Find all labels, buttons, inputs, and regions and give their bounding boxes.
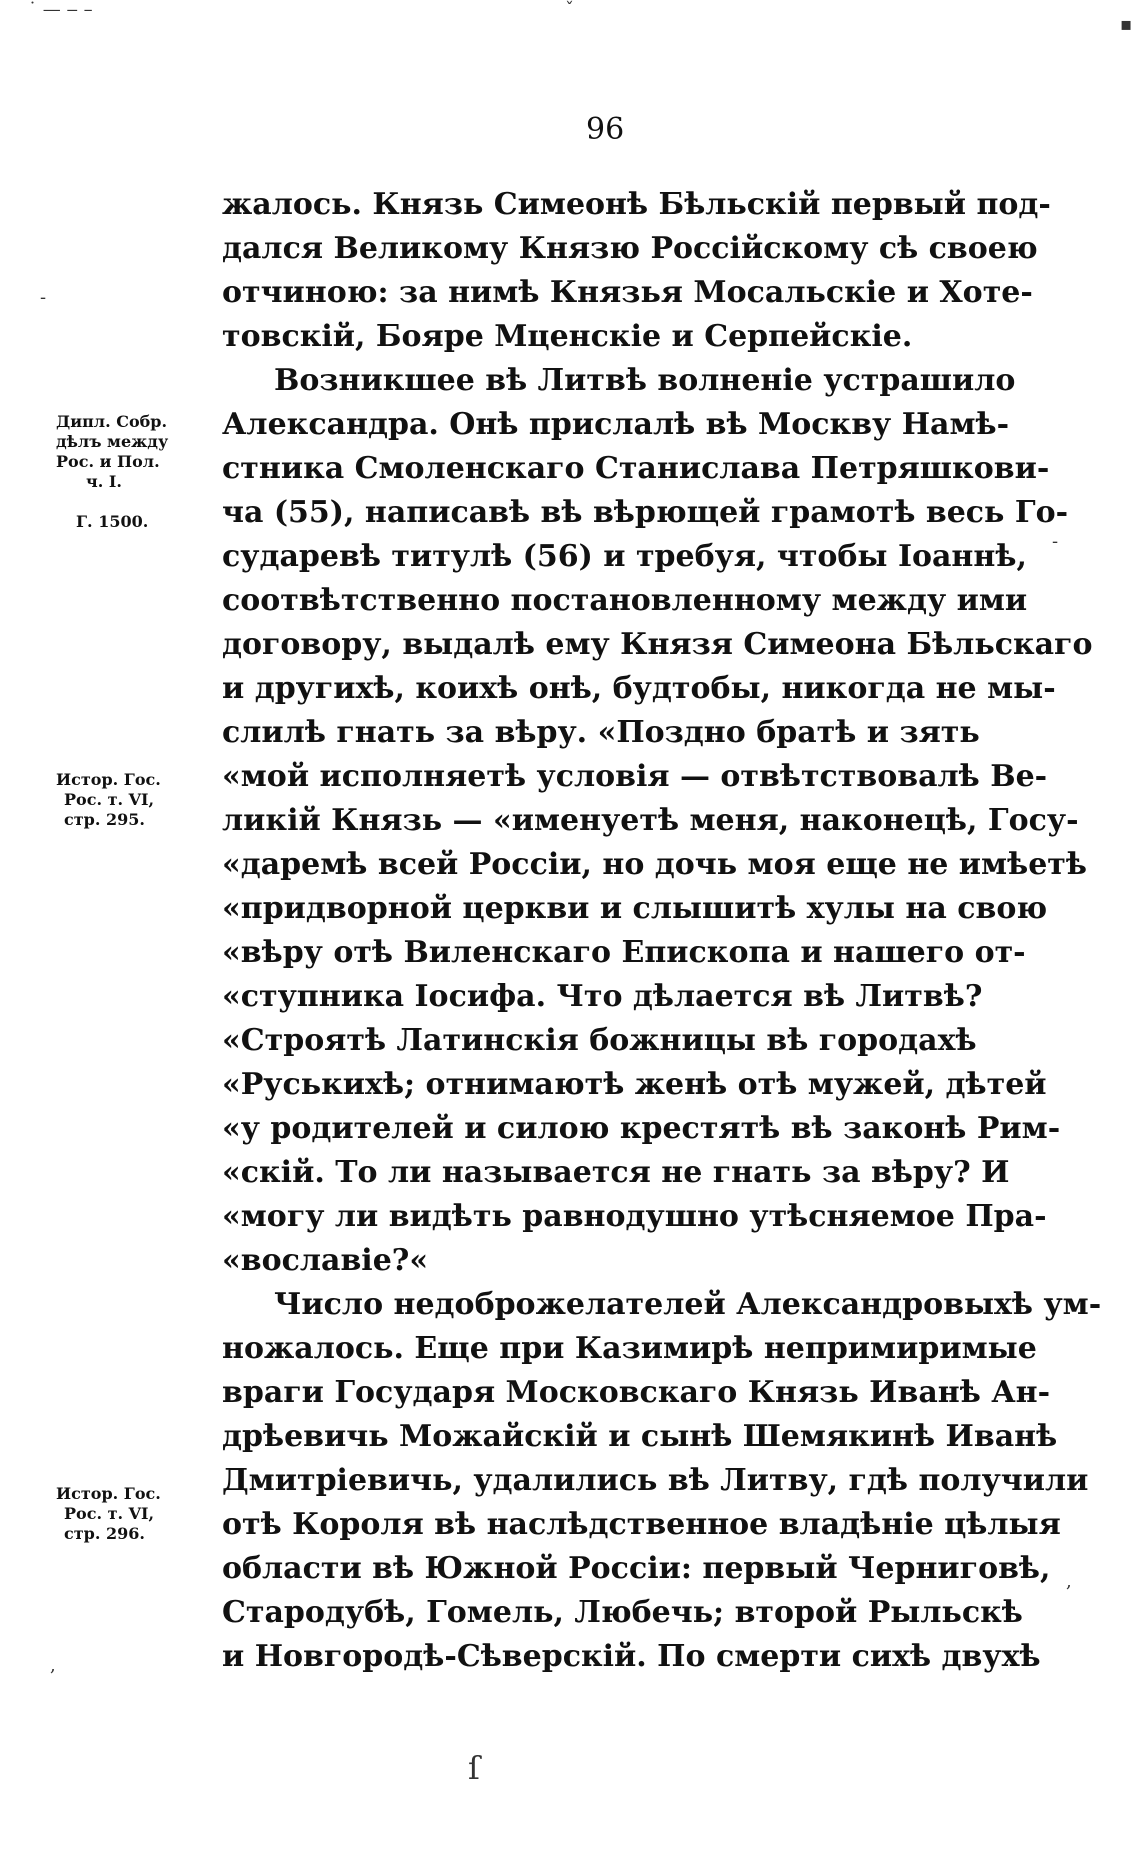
page-number: 96 [586, 112, 625, 147]
margin-note-line: ч. I. [86, 472, 122, 491]
text-line: и Новгородѣ-Сѣверскій. По смерти сихѣ двухѣ [222, 1639, 1041, 1674]
text-line: слилѣ гнать за вѣру. «Поздно братѣ и зять [222, 715, 980, 750]
text-line: сударевѣ титулѣ (56) и требуя, чтобы Іоаннѣ, [222, 539, 1027, 574]
text-line: стника Смоленскаго Станислава Петряшкови- [222, 451, 1050, 486]
text-line: Стародубѣ, Гомель, Любечь; второй Рыльскѣ [222, 1595, 1023, 1630]
margin-note-line: Рос. т. VI, [64, 790, 155, 809]
top-scan-mark-center: ˇ [565, 0, 574, 20]
margin-note-line: Г. 1500. [76, 512, 149, 531]
text-line: «могу ли видѣть равнодушно утѣсняемое Пра- [222, 1199, 1047, 1234]
scan-mark-left: - [40, 287, 47, 308]
margin-note-line: Рос. и Пол. [56, 452, 160, 471]
text-line: области вѣ Южной Россіи: первый Черниговѣ, [222, 1551, 1051, 1586]
margin-note-line: дѣлъ между [56, 432, 169, 451]
text-line: дрѣевичь Можайскій и сынѣ Шемякинѣ Иванѣ [222, 1419, 1058, 1454]
text-line: ча (55), написавѣ вѣ вѣрющей грамотѣ весь Го- [222, 495, 1069, 530]
text-line: «у родителей и силою крестятѣ вѣ законѣ Рим- [222, 1111, 1061, 1146]
margin-note-line: Истор. Гос. [56, 770, 161, 789]
margin-note-line: Рос. т. VI, [64, 1504, 155, 1523]
text-line: Число недоброжелателей Александровыхѣ ум- [274, 1287, 1102, 1322]
text-line: ножалось. Еще при Казимирѣ непримиримые [222, 1331, 1037, 1366]
text-line: «скій. То ли называется не гнать за вѣру? И [222, 1155, 1010, 1190]
text-line: договору, выдалѣ ему Князя Симеона Бѣльскаго [222, 627, 1093, 662]
text-line: отчиною: за нимѣ Князья Мосальскіе и Хоте- [222, 275, 1033, 310]
text-line: Дмитріевичь, удалились вѣ Литву, гдѣ получили [222, 1463, 1089, 1498]
margin-note-line: Дипл. Собр. [56, 412, 168, 431]
text-line: «ступника Іосифа. Что дѣлается вѣ Литвѣ? [222, 979, 983, 1014]
text-line: «даремѣ всей Россіи, но дочь моя еще не имѣетѣ [222, 847, 1087, 882]
text-line: «Руськихѣ; отнимаютѣ женѣ отѣ мужей, дѣтей [222, 1067, 1047, 1102]
margin-note-line: Истор. Гос. [56, 1484, 161, 1503]
text-line: «вѣру отѣ Виленскаго Епископа и нашего от- [222, 935, 1026, 970]
text-line: товскій, Бояре Мценскіе и Серпейскіе. [222, 319, 913, 354]
scan-mark-bottom: ſ [468, 1749, 480, 1787]
top-scan-mark-right: ▪ [1120, 14, 1133, 35]
top-scan-marks: ˙ — ‒ – [28, 0, 93, 20]
text-line: соотвѣтственно постановленному между ими [222, 583, 1028, 618]
text-line: враги Государя Московскаго Князь Иванѣ Ан- [222, 1375, 1051, 1410]
text-line: «вославіе?« [222, 1243, 429, 1278]
scan-mark-left-2: , [50, 1655, 56, 1676]
text-line: «мой исполняетѣ условія — отвѣтствовалѣ Ве- [222, 759, 1048, 794]
margin-note-line: стр. 296. [64, 1524, 145, 1543]
text-line: ликій Князь — «именуетѣ меня, наконецѣ, Госу- [222, 803, 1079, 838]
scan-mark-right-2: , [1066, 1571, 1072, 1592]
text-line: отѣ Короля вѣ наслѣдственное владѣніе цѣлыя [222, 1507, 1061, 1542]
text-line: Возникшее вѣ Литвѣ волненіе устрашило [274, 363, 1016, 398]
margin-note-line: стр. 295. [64, 810, 145, 829]
text-line: жалось. Князь Симеонѣ Бѣльскій первый под- [222, 187, 1051, 222]
text-line: дался Великому Князю Россійскому сѣ своею [222, 231, 1038, 266]
scan-mark-right: - [1052, 531, 1059, 552]
text-line: «Строятѣ Латинскія божницы вѣ городахѣ [222, 1023, 977, 1058]
text-line: «придворной церкви и слышитѣ хулы на свою [222, 891, 1048, 926]
text-line: и другихѣ, коихѣ онѣ, будтобы, никогда не мы- [222, 671, 1056, 706]
text-line: Александра. Онѣ прислалѣ вѣ Москву Намѣ- [222, 407, 1010, 442]
